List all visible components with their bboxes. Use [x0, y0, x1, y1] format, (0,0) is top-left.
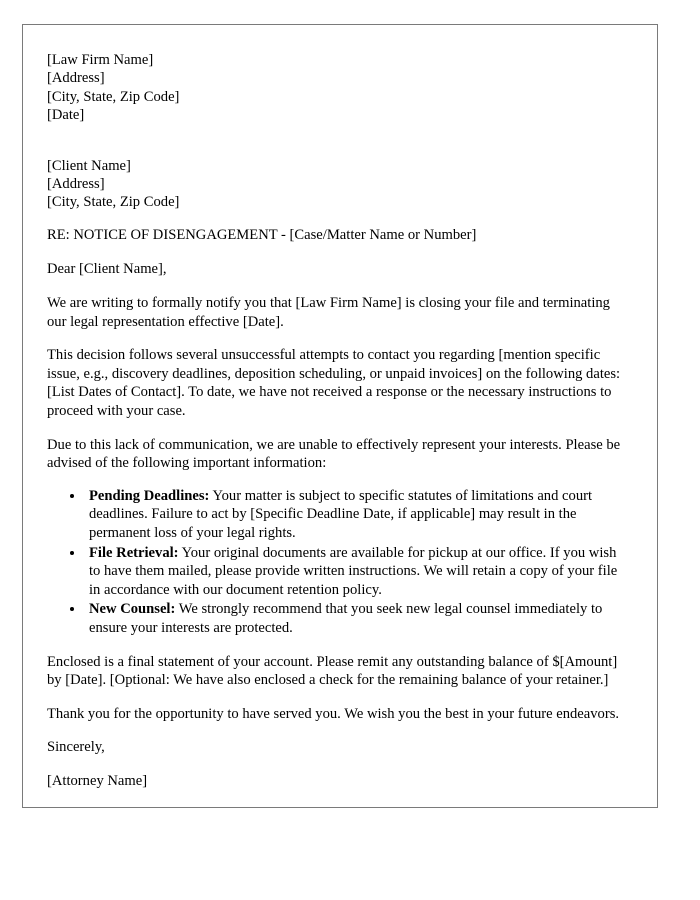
- salutation: Dear [Client Name],: [47, 261, 167, 278]
- recipient-line-3: [City, State, Zip Code]: [47, 194, 180, 211]
- sender-address-block: [47, 51, 627, 125]
- recipient-line-1: [Client Name]: [47, 157, 131, 174]
- letter-sheet: [22, 24, 658, 808]
- bullet-heading-3: New Counsel:: [89, 601, 176, 618]
- bullet-heading-2: File Retrieval:: [89, 544, 179, 561]
- recipient-line-2: [Address]: [47, 176, 105, 193]
- paragraph-billing: Enclosed is a final statement of your account. Please remit any outstanding balance of $[Amount] by [Date]. [Optional: We have also enclosed a check for the remaining balance of your retainer.]: [47, 653, 618, 689]
- bullet-heading-1: Pending Deadlines:: [89, 487, 210, 504]
- sender-line-1: [Law Firm Name]: [47, 52, 154, 68]
- bullet-text-1: Your matter is subject to specific statutes of limitations and court deadlines. Failure to act by [Specific Deadline Date, if applicable] may result in the permanent loss of your legal rights.: [89, 487, 593, 541]
- list-item: [85, 544, 627, 600]
- paragraph-advisory-intro: Due to this lack of communication, we are unable to effectively represent your interests. Please be advised of the following important information:: [47, 436, 621, 472]
- paragraph-closing-thanks: Thank you for the opportunity to have served you. We wish you the best in your future endeavors.: [47, 705, 620, 722]
- letter-body: [23, 25, 657, 791]
- sender-line-4: [Date]: [47, 107, 85, 124]
- list-item: [85, 487, 627, 543]
- address-spacer: [47, 139, 627, 157]
- sender-line-2: [Address]: [47, 70, 105, 87]
- list-item: [85, 600, 627, 637]
- bullet-text-3: We strongly recommend that you seek new legal counsel immediately to ensure your interests are protected.: [89, 601, 603, 636]
- closing-salutation: Sincerely,: [47, 739, 105, 756]
- paragraph-reason: This decision follows several unsuccessful attempts to contact you regarding [mention specific issue, e.g., discovery deadlines, deposition scheduling, or unpaid invoices] on the following dates: [List Dates of Contact]. To date, we have not received a response or the necessary instructions to proceed with your case.: [47, 347, 621, 419]
- bullet-text-2: Your original documents are available for pickup at our office. If you wish to have them mailed, please provide written instructions. We will retain a copy of your file in accordance with our document retention policy.: [89, 544, 618, 598]
- sender-line-3: [City, State, Zip Code]: [47, 88, 180, 105]
- recipient-address-block: [47, 157, 627, 212]
- paragraph-notice: We are writing to formally notify you that [Law Firm Name] is closing your file and terminating our legal representation effective [Date].: [47, 295, 610, 330]
- important-information-list: [47, 487, 627, 638]
- subject-line: RE: NOTICE OF DISENGAGEMENT - [Case/Matter Name or Number]: [47, 226, 477, 243]
- signature-name: [Attorney Name]: [47, 772, 148, 789]
